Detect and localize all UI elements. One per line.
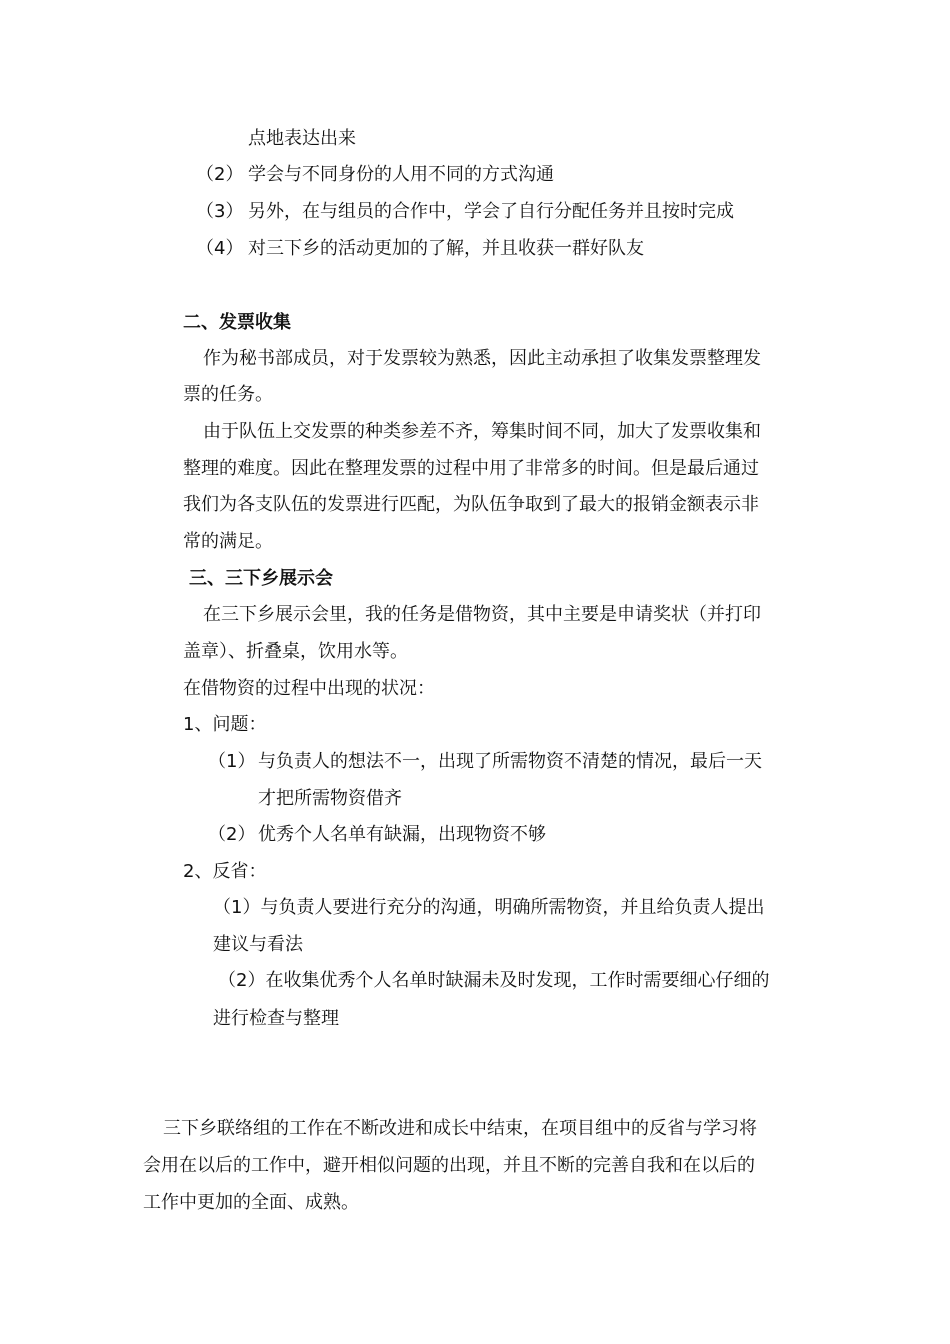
list-number: （2） <box>196 164 244 185</box>
sub-heading: 1、问题： <box>183 714 267 735</box>
list-item: 另外，在与组员的合作中，学会了自行分配任务并且按时完成 <box>248 201 734 222</box>
paragraph-line: 常的满足。 <box>183 531 273 552</box>
paragraph-line: 盖章）、折叠桌，饮用水等。 <box>183 641 408 662</box>
list-item: 对三下乡的活动更加的了解，并且收获一群好队友 <box>248 238 644 259</box>
list-item: 与负责人的想法不一，出现了所需物资不清楚的情况，最后一天 <box>258 751 762 772</box>
paragraph-line: 票的任务。 <box>183 384 273 405</box>
paragraph-line: 整理的难度。因此在整理发票的过程中用了非常多的时间。但是最后通过 <box>183 458 759 479</box>
list-continuation: 才把所需物资借齐 <box>258 788 402 809</box>
paragraph-line: 会用在以后的工作中，避开相似问题的出现，并且不断的完善自我和在以后的 <box>143 1155 755 1176</box>
list-number: （2） <box>208 824 256 845</box>
paragraph-line: 在三下乡展示会里，我的任务是借物资，其中主要是申请奖状（并打印 <box>203 604 761 625</box>
paragraph-line: 我们为各支队伍的发票进行匹配，为队伍争取到了最大的报销金额表示非 <box>183 494 759 515</box>
paragraph-line: 三下乡联络组的工作在不断改进和成长中结束，在项目组中的反省与学习将 <box>163 1118 757 1139</box>
list-number: （3） <box>196 201 244 222</box>
paragraph-line: 工作中更加的全面、成熟。 <box>143 1192 359 1213</box>
list-continuation: 建议与看法 <box>213 934 303 955</box>
list-number: （1） <box>208 751 256 772</box>
paragraph-line: 由于队伍上交发票的种类参差不齐，筹集时间不同，加大了发票收集和 <box>203 421 761 442</box>
list-number: （4） <box>196 238 244 259</box>
list-continuation: 点地表达出来 <box>248 128 356 149</box>
list-item: （1）与负责人要进行充分的沟通，明确所需物资，并且给负责人提出 <box>213 897 765 918</box>
list-item: （2）在收集优秀个人名单时缺漏未及时发现，工作时需要细心仔细的 <box>218 970 770 991</box>
section-heading: 二、发票收集 <box>183 312 291 333</box>
list-continuation: 进行检查与整理 <box>213 1008 339 1029</box>
sub-heading: 2、反省： <box>183 861 267 882</box>
list-item: 学会与不同身份的人用不同的方式沟通 <box>248 164 554 185</box>
list-item: 优秀个人名单有缺漏，出现物资不够 <box>258 824 546 845</box>
section-heading: 三、三下乡展示会 <box>189 568 333 589</box>
paragraph-line: 作为秘书部成员，对于发票较为熟悉，因此主动承担了收集发票整理发 <box>203 348 761 369</box>
paragraph-line: 在借物资的过程中出现的状况： <box>183 678 435 699</box>
